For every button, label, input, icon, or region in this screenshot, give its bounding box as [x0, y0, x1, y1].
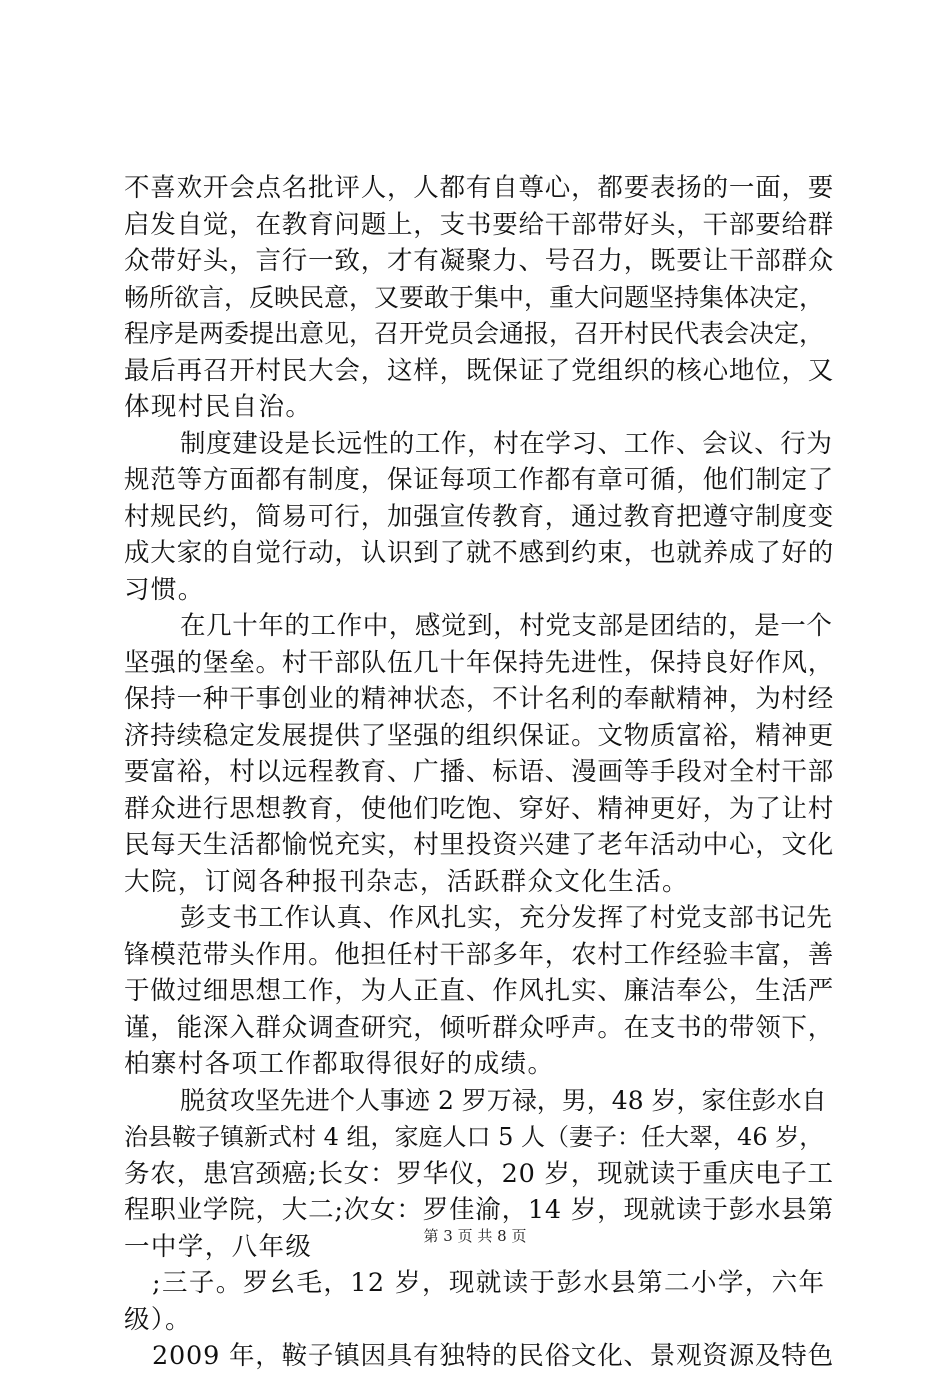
text-line: 群众进行思想教育，使他们吃饱、穿好、精神更好，为了让村: [124, 793, 835, 824]
text-line: 2009 年，鞍子镇因具有独特的民俗文化、景观资源及特色: [152, 1341, 834, 1371]
text-line: 坚强的堡垒。村干部队伍几十年保持先进性，保持良好作风，: [124, 647, 835, 678]
page-footer: 第 3 页 共 8 页: [423, 1227, 527, 1245]
text-line: 于做过细思想工作，为人正直、作风扎实、廉洁奉公，生活严: [124, 976, 835, 1006]
text-line: 程职业学院，大二;次女：罗佳渝，14 岁，现就读于彭水县第: [124, 1195, 834, 1225]
text-line: 不喜欢开会点名批评人，人都有自尊心，都要表扬的一面，要: [124, 173, 835, 203]
text-line: 柏寨村各项工作都取得很好的成绩。: [124, 1049, 555, 1079]
text-line: 济持续稳定发展提供了坚强的组织保证。文物质富裕，精神更: [124, 720, 835, 751]
document-body: [124, 170, 836, 1375]
text-line: 锋模范带头作用。他担任村干部多年，农村工作经验丰富，善: [124, 939, 835, 970]
text-line: 级）。: [124, 1304, 192, 1335]
text-line: 畅所欲言，反映民意，又要敢于集中，重大问题坚持集体决定，: [124, 282, 825, 312]
text-line: 启发自觉，在教育问题上，支书要给干部带好头，干部要给群: [124, 209, 835, 240]
text-line: 程序是两委提出意见，召开党员会通报，召开村民代表会决定，: [124, 319, 825, 348]
text-line: 众带好头，言行一致，才有凝聚力、号召力，既要让干部群众: [124, 246, 835, 276]
text-line: 村规民约，简易可行，加强宣传教育，通过教育把遵守制度变: [124, 501, 835, 532]
text-line: 民每天生活都愉悦充实，村里投资兴建了老年活动中心，文化: [124, 830, 835, 860]
text-line: 治县鞍子镇新式村 4 组，家庭人口 5 人（妻子：任大翠，46 岁，: [124, 1123, 824, 1151]
text-line: 制度建设是长远性的工作，村在学习、工作、会议、行为: [180, 428, 833, 459]
text-line: 习惯。: [124, 574, 205, 605]
text-line: 在几十年的工作中，感觉到，村党支部是团结的，是一个: [180, 611, 833, 641]
text-line: ;三子。罗幺毛，12 岁，现就读于彭水县第二小学，六年: [152, 1268, 826, 1298]
text-line: 成大家的自觉行动，认识到了就不感到约束，也就养成了好的: [124, 538, 835, 568]
text-line: 要富裕，村以远程教育、广播、标语、漫画等手段对全村干部: [124, 757, 835, 787]
text-line: 务农，患宫颈癌;长女：罗华仪，20 岁，现就读于重庆电子工: [124, 1158, 834, 1189]
text-line: 谨，能深入群众调查研究，倾听群众呼声。在支书的带领下，: [124, 1012, 835, 1043]
text-line: 规范等方面都有制度，保证每项工作都有章可循，他们制定了: [124, 465, 835, 495]
text-line: 最后再召开村民大会，这样，既保证了党组织的核心地位，又: [124, 355, 835, 386]
text-line: 大院，订阅各种报刊杂志，活跃群众文化生活。: [124, 866, 689, 897]
text-line: 体现村民自治。: [124, 392, 313, 422]
text-line: 一中学，八年级: [124, 1231, 313, 1262]
text-line: 彭支书工作认真、作风扎实，充分发挥了村党支部书记先: [180, 903, 833, 933]
text-line: 脱贫攻坚先进个人事迹 2 罗万禄，男，48 岁，家住彭水自: [180, 1085, 827, 1115]
text-line: 保持一种干事创业的精神状态，不计名利的奉献精神，为村经: [124, 684, 835, 714]
